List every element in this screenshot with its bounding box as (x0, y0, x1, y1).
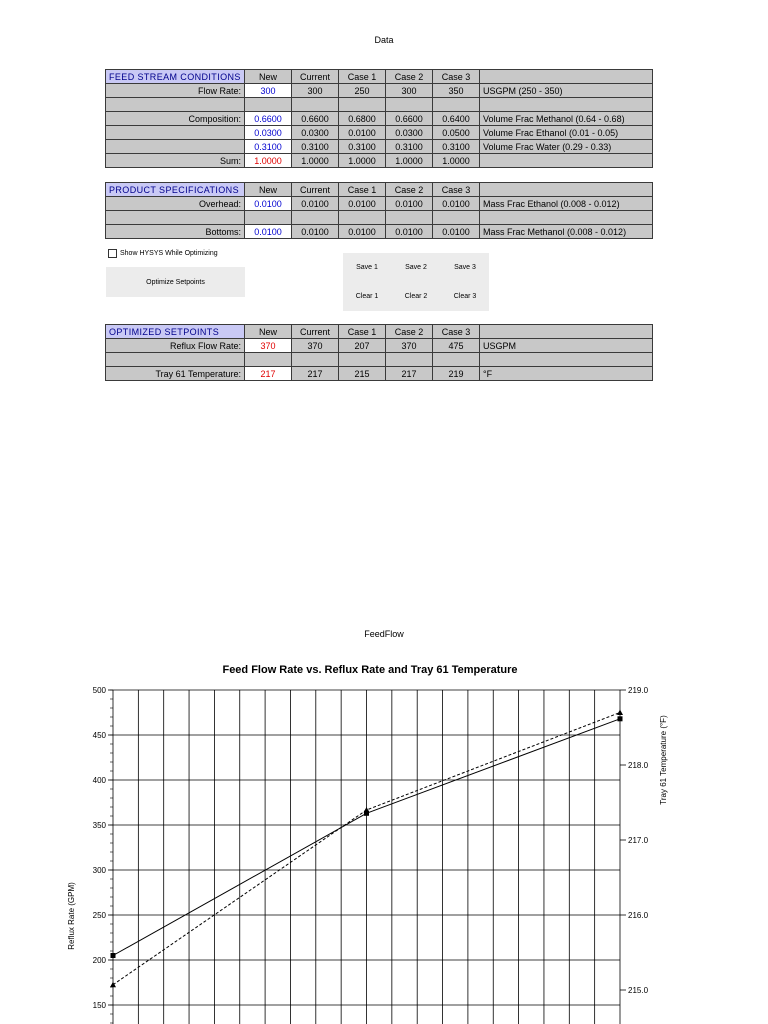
optimize-setpoints-button[interactable] (106, 267, 245, 297)
overhead-case2: 0.0100 (386, 197, 433, 211)
col-new: New (245, 183, 292, 197)
tray61-temperature-point (364, 807, 370, 813)
blank-cell (106, 353, 245, 367)
tray61-case3: 219 (433, 367, 480, 381)
methanol-current: 0.6600 (292, 112, 339, 126)
methanol-case1: 0.6800 (339, 112, 386, 126)
feed-header: FEED STREAM CONDITIONS (106, 70, 245, 84)
y-tick-label: 450 (92, 731, 106, 740)
y2-axis-label: Tray 61 Temperature (°F) (659, 715, 668, 805)
blank-cell (245, 211, 292, 225)
blank-cell (386, 98, 433, 112)
flow-rate-case3: 350 (433, 84, 480, 98)
sum-case2: 1.0000 (386, 154, 433, 168)
col-current: Current (292, 325, 339, 339)
tray61-new: 217 (245, 367, 292, 381)
water-case3: 0.3100 (433, 140, 480, 154)
reflux-rate-point (111, 953, 116, 958)
sum-current: 1.0000 (292, 154, 339, 168)
water-label (106, 140, 245, 154)
product-header: PRODUCT SPECIFICATIONS (106, 183, 245, 197)
chart-title: Feed Flow Rate vs. Reflux Rate and Tray 61 Temperature (222, 664, 518, 676)
blank-cell (386, 353, 433, 367)
flow-rate-input[interactable]: 300 (245, 84, 292, 98)
col-new: New (245, 325, 292, 339)
col-case3: Case 3 (433, 70, 480, 84)
overhead-case3: 0.0100 (433, 197, 480, 211)
reflux-case1: 207 (339, 339, 386, 353)
col-case2: Case 2 (386, 70, 433, 84)
tray61-desc: °F (480, 367, 653, 381)
ethanol-label (106, 126, 245, 140)
methanol-case3: 0.6400 (433, 112, 480, 126)
overhead-current: 0.0100 (292, 197, 339, 211)
flow-rate-label: Flow Rate: (106, 84, 245, 98)
optimized-setpoints-table (105, 324, 653, 381)
overhead-desc: Mass Frac Ethanol (0.008 - 0.012) (480, 197, 653, 211)
save-clear-panel (343, 253, 489, 311)
reflux-desc: USGPM (480, 339, 653, 353)
sum-desc (480, 154, 653, 168)
y-tick-label: 200 (92, 956, 106, 965)
y2-tick-label: 219.0 (628, 686, 649, 695)
blank-cell (386, 211, 433, 225)
col-case1: Case 1 (339, 183, 386, 197)
bottoms-case1: 0.0100 (339, 225, 386, 239)
y-tick-label: 400 (92, 776, 106, 785)
show-hysys-checkbox-row[interactable] (108, 249, 218, 258)
y-axis-label: Reflux Rate (GPM) (67, 882, 76, 950)
feed-flow-chart (0, 620, 768, 1024)
col-new: New (245, 70, 292, 84)
methanol-case2: 0.6600 (386, 112, 433, 126)
sum-case3: 1.0000 (433, 154, 480, 168)
show-hysys-checkbox[interactable] (108, 249, 117, 258)
clear-2-button[interactable]: Clear 2 (404, 293, 428, 300)
ethanol-case2: 0.0300 (386, 126, 433, 140)
ethanol-input[interactable]: 0.0300 (245, 126, 292, 140)
water-case1: 0.3100 (339, 140, 386, 154)
blank-cell (480, 211, 653, 225)
y-tick-label: 500 (92, 686, 106, 695)
y-tick-label: 300 (92, 866, 106, 875)
blank-cell (480, 98, 653, 112)
bottoms-case3: 0.0100 (433, 225, 480, 239)
col-case2: Case 2 (386, 183, 433, 197)
desc-cell (480, 70, 653, 84)
tray61-case2: 217 (386, 367, 433, 381)
blank-cell (480, 353, 653, 367)
bottoms-label: Bottoms: (106, 225, 245, 239)
optimized-header: OPTIMIZED SETPOINTS (106, 325, 245, 339)
optimize-setpoints-label: Optimize Setpoints (146, 278, 205, 286)
blank-cell (245, 353, 292, 367)
reflux-new: 370 (245, 339, 292, 353)
blank-cell (339, 98, 386, 112)
reflux-case2: 370 (386, 339, 433, 353)
desc-cell (480, 183, 653, 197)
sum-label: Sum: (106, 154, 245, 168)
blank-cell (292, 98, 339, 112)
reflux-case3: 475 (433, 339, 480, 353)
reflux-rate-point (618, 716, 623, 721)
reflux-label: Reflux Flow Rate: (106, 339, 245, 353)
water-input[interactable]: 0.3100 (245, 140, 292, 154)
overhead-case1: 0.0100 (339, 197, 386, 211)
col-case1: Case 1 (339, 70, 386, 84)
y2-tick-label: 216.0 (628, 911, 649, 920)
flow-rate-case1: 250 (339, 84, 386, 98)
water-desc: Volume Frac Water (0.29 - 0.33) (480, 140, 653, 154)
show-hysys-label: Show HYSYS While Optimizing (120, 250, 218, 257)
ethanol-desc: Volume Frac Ethanol (0.01 - 0.05) (480, 126, 653, 140)
y2-tick-label: 217.0 (628, 836, 649, 845)
bottoms-case2: 0.0100 (386, 225, 433, 239)
clear-1-button[interactable]: Clear 1 (355, 293, 379, 300)
tray61-label: Tray 61 Temperature: (106, 367, 245, 381)
feed-stream-table (105, 69, 653, 168)
sheet-title-data: Data (374, 35, 394, 45)
blank-cell (292, 211, 339, 225)
tray61-temperature-point (617, 710, 623, 716)
blank-cell (433, 353, 480, 367)
blank-cell (339, 353, 386, 367)
water-current: 0.3100 (292, 140, 339, 154)
sum-new: 1.0000 (245, 154, 292, 168)
methanol-input[interactable]: 0.6600 (245, 112, 292, 126)
blank-cell (292, 353, 339, 367)
ethanol-current: 0.0300 (292, 126, 339, 140)
y-tick-label: 350 (92, 821, 106, 830)
flow-rate-case2: 300 (386, 84, 433, 98)
clear-3-button[interactable]: Clear 3 (453, 293, 477, 300)
methanol-desc: Volume Frac Methanol (0.64 - 0.68) (480, 112, 653, 126)
blank-cell (106, 98, 245, 112)
sheet-title-feedflow: FeedFlow (364, 629, 404, 639)
blank-cell (433, 98, 480, 112)
save-1-button[interactable]: Save 1 (356, 264, 378, 271)
reflux-current: 370 (292, 339, 339, 353)
product-spec-table (105, 182, 653, 239)
col-case3: Case 3 (433, 325, 480, 339)
col-case2: Case 2 (386, 325, 433, 339)
blank-cell (433, 211, 480, 225)
y2-tick-label: 218.0 (628, 761, 649, 770)
y2-tick-label: 215.0 (628, 986, 649, 995)
ethanol-case1: 0.0100 (339, 126, 386, 140)
col-case1: Case 1 (339, 325, 386, 339)
flow-rate-desc: USGPM (250 - 350) (480, 84, 653, 98)
blank-cell (106, 211, 245, 225)
blank-cell (245, 98, 292, 112)
plot-area (93, 686, 649, 1024)
col-case3: Case 3 (433, 183, 480, 197)
y-tick-label: 250 (92, 911, 106, 920)
overhead-input[interactable]: 0.0100 (245, 197, 292, 211)
y-tick-label: 150 (92, 1001, 106, 1010)
bottoms-current: 0.0100 (292, 225, 339, 239)
blank-cell (339, 211, 386, 225)
tray61-case1: 215 (339, 367, 386, 381)
sum-case1: 1.0000 (339, 154, 386, 168)
tray61-temperature-point (110, 982, 116, 988)
overhead-label: Overhead: (106, 197, 245, 211)
desc-cell (480, 325, 653, 339)
tray61-current: 217 (292, 367, 339, 381)
flow-rate-current: 300 (292, 84, 339, 98)
col-current: Current (292, 70, 339, 84)
bottoms-input[interactable]: 0.0100 (245, 225, 292, 239)
bottoms-desc: Mass Frac Methanol (0.008 - 0.012) (480, 225, 653, 239)
save-3-button[interactable]: Save 3 (454, 264, 476, 271)
save-2-button[interactable]: Save 2 (405, 264, 427, 271)
col-current: Current (292, 183, 339, 197)
composition-label: Composition: (106, 112, 245, 126)
water-case2: 0.3100 (386, 140, 433, 154)
ethanol-case3: 0.0500 (433, 126, 480, 140)
